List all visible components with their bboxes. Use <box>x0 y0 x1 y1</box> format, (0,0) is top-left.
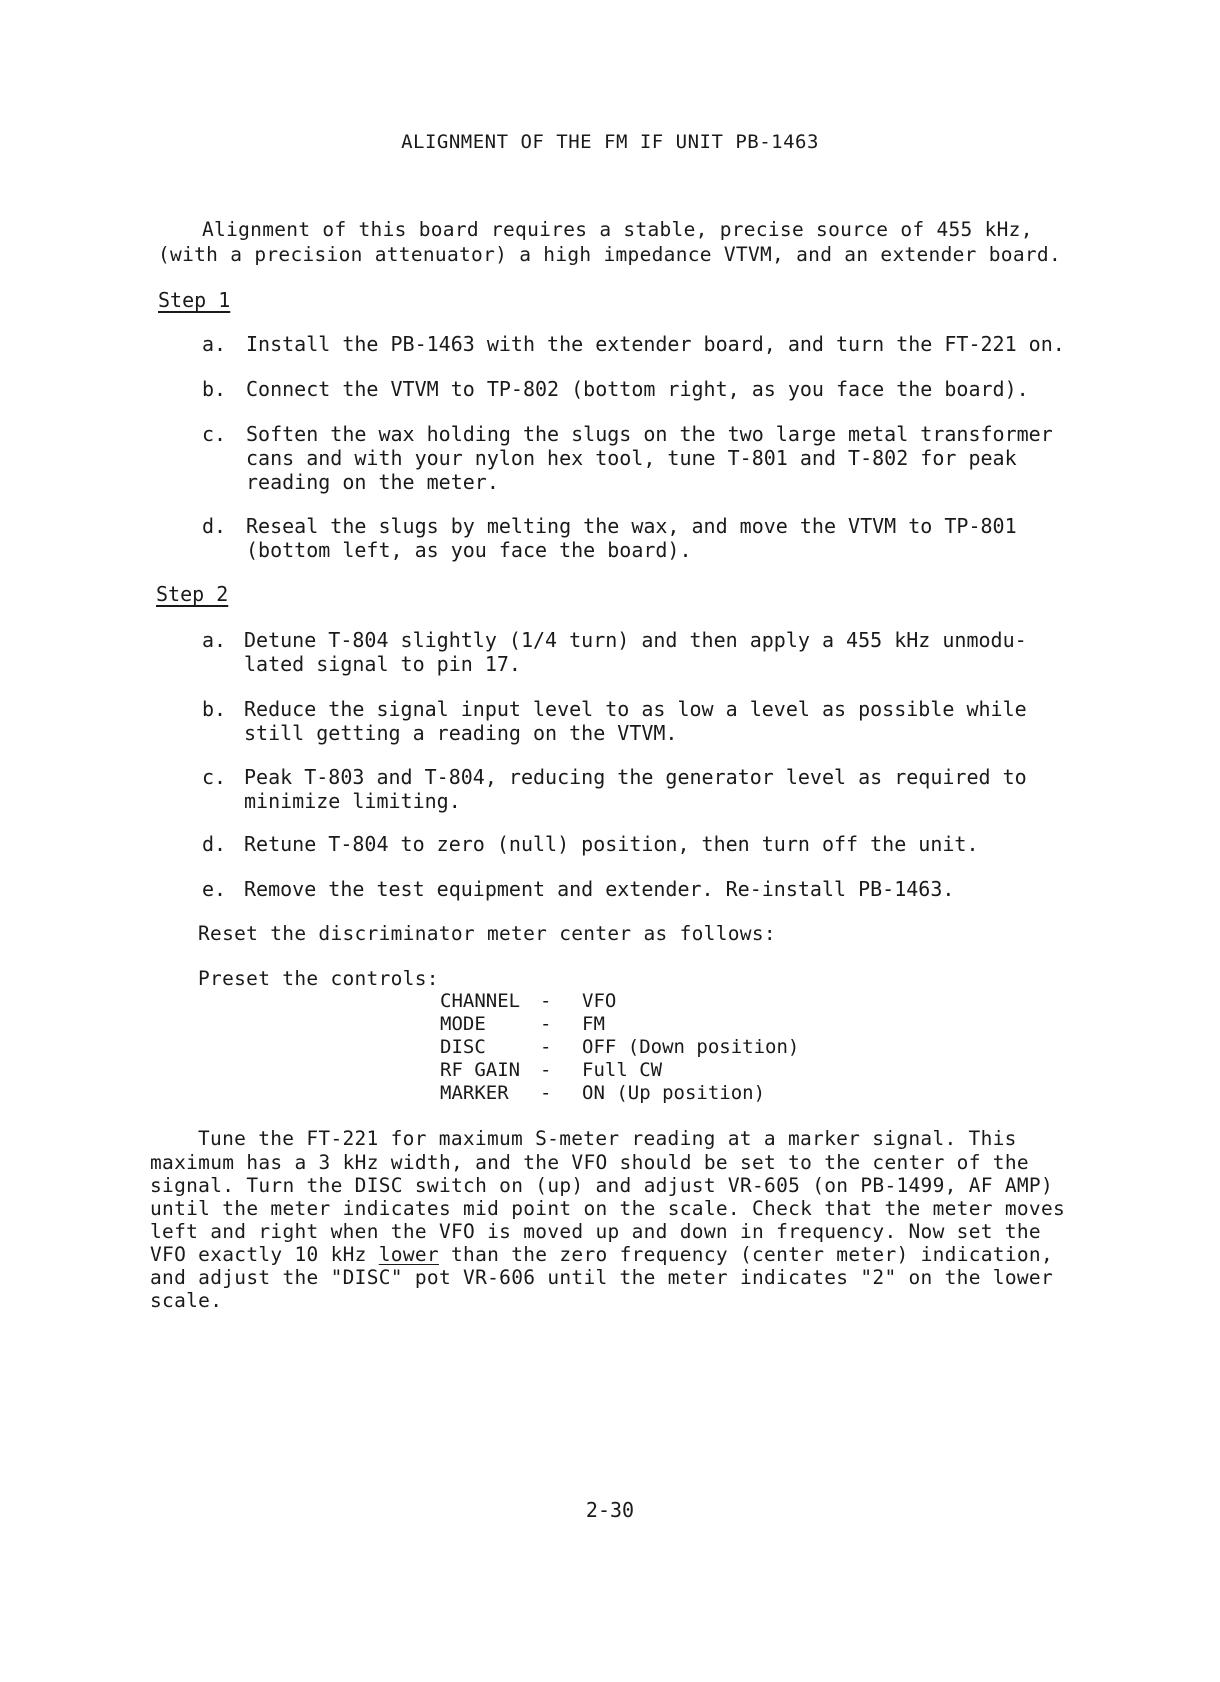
control-value: VFO <box>582 990 617 1012</box>
controls-row <box>440 989 860 1013</box>
final-paragraph-line: scale. <box>150 1289 223 1312</box>
step-2-item-e-line: Remove the test equipment and extender. Re-install PB-1463. <box>244 877 955 901</box>
final-paragraph-line: until the meter indicates mid point on the scale. Check that the meter moves <box>150 1197 1066 1220</box>
step-2-item-b-line: Reduce the signal input level to as low a level as possible while <box>244 697 1027 721</box>
control-value: ON (Up position) <box>582 1082 766 1104</box>
step-1-item-c-line: cans and with your nylon hex tool, tune T-801 and T-802 for peak <box>246 446 1017 470</box>
page-number: 2-30 <box>585 1498 635 1522</box>
control-dash: - <box>540 1082 552 1104</box>
final-paragraph-line-part: than the zero frequency (center meter) indication, <box>438 1243 1054 1266</box>
final-paragraph-line: left and right when the VFO is moved up and down in frequency. Now set the <box>150 1220 1041 1243</box>
step-1-item-c-line: Soften the wax holding the slugs on the two large metal transformer <box>246 422 1053 446</box>
intro-line-2: (with a precision attenuator) a high impedance VTVM, and an extender board. <box>158 243 1061 266</box>
control-dash: - <box>540 1013 552 1035</box>
step-2-item-c-line: Peak T-803 and T-804, reducing the generator level as required to <box>244 765 1027 789</box>
controls-row <box>440 1035 860 1059</box>
step-2-item-e <box>244 877 954 901</box>
control-name: MARKER <box>440 1082 509 1104</box>
step-1-item-b-letter: b. <box>202 377 227 401</box>
preset-instruction: Preset the controls: <box>198 967 439 990</box>
controls-row <box>440 1058 860 1082</box>
step-1-item-a-letter: a. <box>202 332 227 356</box>
step-2-item-a <box>244 628 1027 676</box>
page-title: ALIGNMENT OF THE FM IF UNIT PB-1463 <box>401 131 819 153</box>
intro-line-1: Alignment of this board requires a stable, precise source of 455 kHz, <box>202 218 1033 241</box>
step-1-item-b <box>246 377 1029 401</box>
final-paragraph-line: Tune the FT-221 for maximum S-meter reading at a marker signal. This <box>198 1127 1017 1150</box>
step-1-item-d-line: Reseal the slugs by melting the wax, and move the VTVM to TP-801 <box>246 514 1017 538</box>
step-1-item-c <box>246 422 1053 494</box>
reset-instruction: Reset the discriminator meter center as follows: <box>198 922 776 945</box>
final-paragraph-line: signal. Turn the DISC switch on (up) and adjust VR-605 (on PB-1499, AF AMP) <box>150 1174 1053 1197</box>
step-1-item-d-line: (bottom left, as you face the board). <box>246 538 692 562</box>
step-2-item-a-letter: a. <box>202 628 227 652</box>
emphasis-lower: lower <box>378 1243 439 1266</box>
step-2-item-b <box>244 697 1027 745</box>
control-name: CHANNEL <box>440 990 521 1012</box>
final-paragraph-line-part: VFO exactly 10 kHz <box>150 1243 379 1266</box>
step-1-item-c-letter: c. <box>202 422 227 446</box>
step-2-heading: Step 2 <box>156 582 229 606</box>
step-1-item-b-line: Connect the VTVM to TP-802 (bottom right, as you face the board). <box>246 377 1029 401</box>
final-paragraph-line <box>150 1242 1053 1267</box>
step-2-item-e-letter: e. <box>202 877 227 901</box>
control-value: FM <box>582 1013 605 1035</box>
step-1-item-c-line: reading on the meter. <box>246 470 499 494</box>
step-1-item-a <box>246 332 1065 356</box>
control-value: OFF (Down position) <box>582 1036 800 1058</box>
final-paragraph-line: maximum has a 3 kHz width, and the VFO should be set to the center of the <box>150 1151 1029 1174</box>
controls-table <box>440 989 860 1109</box>
step-2-item-b-line: still getting a reading on the VTVM. <box>244 721 678 745</box>
step-2-item-d <box>244 832 979 856</box>
controls-row <box>440 1012 860 1036</box>
controls-row <box>440 1081 860 1105</box>
step-1-item-d <box>246 514 1017 562</box>
step-2-item-b-letter: b. <box>202 697 227 721</box>
step-1-item-a-line: Install the PB-1463 with the extender board, and turn the FT-221 on. <box>246 332 1065 356</box>
step-2-item-c-line: minimize limiting. <box>244 789 461 813</box>
step-1-heading: Step 1 <box>158 288 231 312</box>
control-name: DISC <box>440 1036 486 1058</box>
step-2-item-a-line: lated signal to pin 17. <box>244 652 521 676</box>
step-2-item-d-line: Retune T-804 to zero (null) position, then turn off the unit. <box>244 832 979 856</box>
step-2-item-d-letter: d. <box>202 832 227 856</box>
final-paragraph-line: and adjust the "DISC" pot VR-606 until the meter indicates "2" on the lower <box>150 1266 1053 1289</box>
control-dash: - <box>540 990 552 1012</box>
control-dash: - <box>540 1036 552 1058</box>
step-2-item-c <box>244 765 1027 813</box>
step-1-item-d-letter: d. <box>202 514 227 538</box>
step-2-item-a-line: Detune T-804 slightly (1/4 turn) and then apply a 455 kHz unmodu- <box>244 628 1027 652</box>
step-2-item-c-letter: c. <box>202 765 227 789</box>
control-value: Full CW <box>582 1059 663 1081</box>
control-name: RF GAIN <box>440 1059 521 1081</box>
control-dash: - <box>540 1059 552 1081</box>
control-name: MODE <box>440 1013 486 1035</box>
